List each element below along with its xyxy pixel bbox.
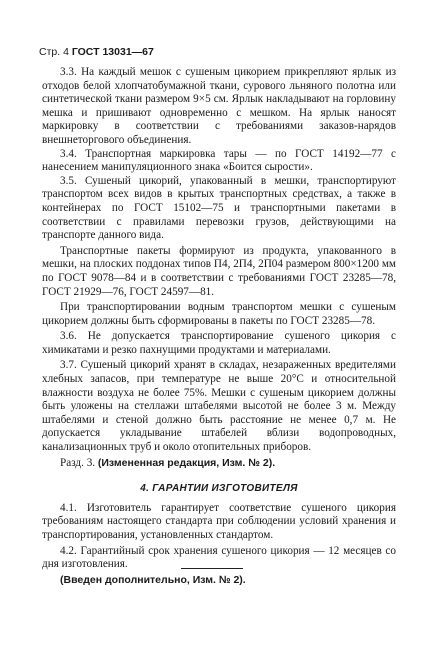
end-rule (181, 568, 243, 569)
introduced-text: (Введен дополнительно, Изм. № 2). (60, 573, 246, 586)
page-header (39, 46, 154, 60)
paragraph-3-4: 3.4. Транспортная маркировка тары — по ГОСТ 14192—77 с нанесением манипуляционного знака «Боится сырости». (42, 147, 396, 174)
amendment-text: (Измененная редакция, Изм. № 2). (97, 456, 276, 469)
amendment-prefix: Разд. 3. (60, 456, 96, 469)
paragraph-3-5: 3.5. Сушеный цикорий, упакованный в мешки, транспортируют транспортом всех видов в крытых транспортных средствах, а также в контейнерах по ГОСТ 15102—75 и транспортными пакетами в соответствии с правилами перевозки грузов, действующими на транспорте данного вида. (42, 174, 396, 242)
standard-number: ГОСТ 13031—67 (71, 46, 154, 58)
introduced-note (42, 574, 396, 588)
paragraph-3-6: 3.6. Не допускается транспортирование сушеного цикория с химикатами и резко пахнущими продуктами и материалами. (42, 330, 396, 356)
paragraph-4-1: 4.1. Изготовитель гарантирует соответствие сушеного цикория требованиям настоящего стандарта при соблюдении условий хранения и транспортирования, установленных стандартом. (42, 501, 396, 541)
section-4-title: 4. ГАРАНТИИ ИЗГОТОВИТЕЛЯ (140, 483, 298, 495)
paragraph-3-3: 3.3. На каждый мешок с сушеным цикорием прикрепляют ярлык из отходов белой хлопчатобумажной ткани, сурового льняного полотна или синтетической ткани размером 9×5 см. Ярлык накладывают на горловину мешка и пришивают одновременно с мешком. На ярлык наносят маркировку в соответствии с требованиями заказов-нарядов внешнеторгового объединения. (42, 66, 396, 146)
paragraph-4-2: 4.2. Гарантийный срок хранения сушеного цикория — 12 месяцев со дня изготовления. (42, 544, 396, 571)
amendment-note (42, 457, 396, 471)
paragraph-3-5-pallets: Транспортные пакеты формируют из продукта, упакованного в мешки, на плоских поддонах типов П4, 2П4, 2П04 размером 800×1200 мм по ГОСТ 9078—84 и в соответствии с требованиями ГОСТ 23285—78, ГОСТ 21929—76, ГОСТ 24597—81. (42, 244, 396, 298)
page-number: Стр. 4 (39, 46, 69, 58)
document-body (42, 66, 396, 587)
paragraph-3-5-water: При транспортировании водным транспортом мешки с сушеным цикорием должны быть сформированы в пакеты по ГОСТ 23285—78. (42, 301, 396, 327)
paragraph-3-7: 3.7. Сушеный цикорий хранят в складах, незараженных вредителями хлебных запасов, при температуре не выше 20°С и относительной влажности воздуха не более 75%. Мешки с сушеным цикорием должны быть уложены на стеллажи штабелями высотой не более 3 м. Между штабелями и стеной должно быть расстояние не менее 0,7 м. Не допускается укладывание штабелей вблизи водопроводных, канализационных труб и около отопительных приборов. (42, 359, 396, 454)
